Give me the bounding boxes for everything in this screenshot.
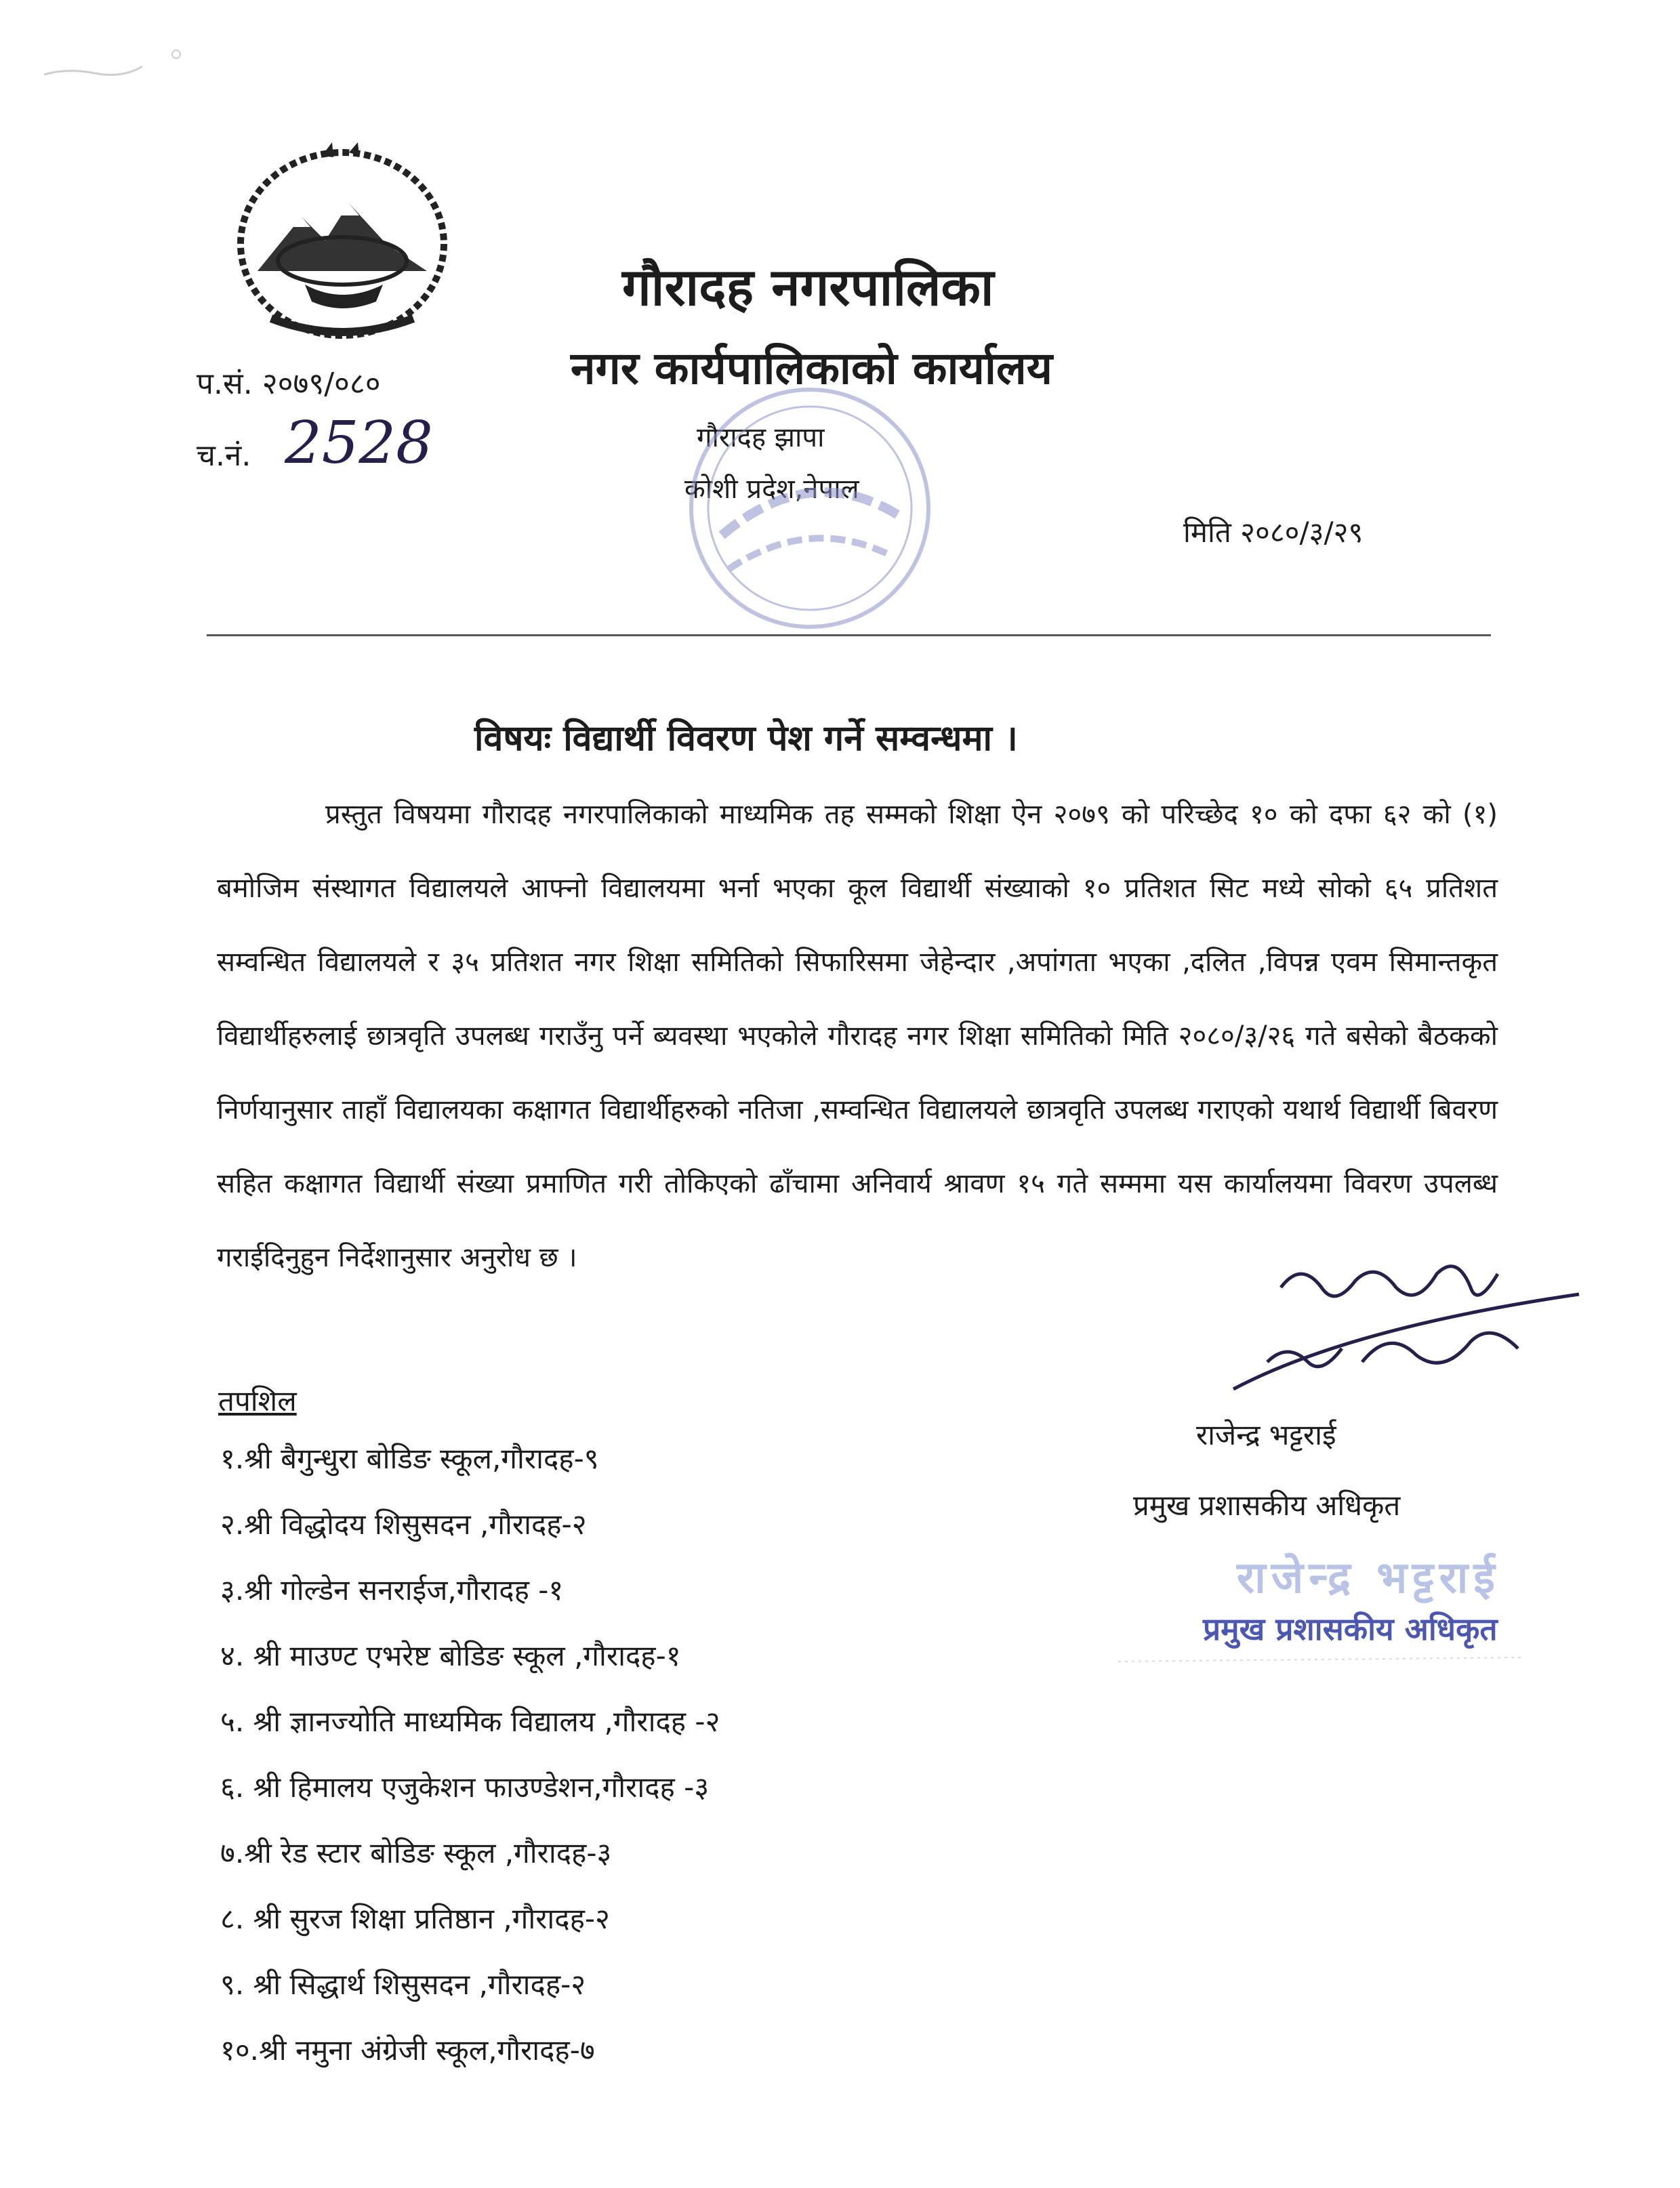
nepal-government-emblem-icon (230, 142, 454, 352)
handwritten-signature-icon (1213, 1247, 1593, 1423)
schedule-item: ४. श्री माउण्ट एभरेष्ट बोडिङ स्कूल ,गौरादह-१ (220, 1639, 681, 1672)
letter-date: मिति २०८०/३/२९ (1183, 516, 1364, 549)
office-subtitle: नगर कार्यपालिकाको कार्यालय (571, 342, 1052, 394)
seal-stamp-name: राजेन्द्र भट्टराई (1237, 1553, 1500, 1603)
dispatch-number-handwritten: 2528 (285, 409, 433, 477)
letter-subject: विषयः विद्यार्थी विवरण पेश गर्ने सम्वन्धमा । (474, 718, 1018, 759)
schedule-list (220, 1435, 720, 2092)
signatory-name: राजेन्द्र भट्टराई (1196, 1418, 1336, 1451)
schedule-item: ५. श्री ज्ञानज्योति माध्यमिक विद्यालय ,गौरादह -२ (220, 1705, 720, 1738)
schedule-item: १०.श्री नमुना अंग्रेजी स्कूल,गौरादह-७ (220, 2034, 595, 2067)
fiscal-year-reference: प.सं. २०७९/०८० (197, 367, 381, 401)
schedule-item: ६. श्री हिमालय एजुकेशन फाउण्डेशन,गौरादह -३ (220, 1771, 710, 1804)
schedule-item: ३.श्री गोल्डेन सनराईज,गौरादह -१ (220, 1573, 564, 1607)
schedule-item: ८. श्री सुरज शिक्षा प्रतिष्ठान ,गौरादह-२ (220, 1902, 610, 1935)
dispatch-number-label: च.नं. (197, 438, 251, 473)
office-stamp-icon (668, 379, 952, 637)
stamp-smudge (1118, 1653, 1525, 1667)
schedule-heading: तपशिल (218, 1384, 297, 1418)
office-name: गौरादह नगरपालिका (622, 257, 994, 317)
signatory-title: प्रमुख प्रशासकीय अधिकृत (1133, 1489, 1401, 1522)
header-divider (207, 634, 1491, 636)
schedule-item: २.श्री विद्धोदय शिसुसदन ,गौरादह-२ (220, 1508, 587, 1541)
scan-mark (41, 41, 197, 88)
office-address-line1: गौरादह झापा (697, 422, 825, 453)
schedule-item: ७.श्री रेड स्टार बोडिङ स्कूल ,गौरादह-३ (220, 1836, 612, 1870)
schedule-item: १.श्री बैगुन्धुरा बोडिङ स्कूल,गौरादह-९ (220, 1442, 599, 1475)
letter-body: प्रस्तुत विषयमा गौरादह नगरपालिकाको माध्यमिक तह सम्मको शिक्षा ऐन २०७९ को परिच्छेद १० को दफा ६२ को (१) बमोजिम संस्थागत विद्यालयले आफ्नो विद्यालयमा भर्ना भएका कूल विद्यार्थी संख्याको १० प्रतिशत सिट मध्ये सोको ६५ प्रतिशत सम्वन्धित विद्यालयले र ३५ प्रतिशत नगर शिक्षा समितिको सिफारिसमा जेहेन्दार ,अपांगता भएका ,दलित ,विपन्न एवम सिमान्तकृत विद्यार्थीहरुलाई छात्रवृति उपलब्ध गराउँनु पर्ने ब्यवस्था भएकोले गौरादह नगर शिक्षा समितिको मिति २०८०/३/२६ गते बसेको बैठकको निर्णयानुसार ताहाँ विद्यालयका कक्षागत विद्यार्थीहरुको नतिजा ,सम्वन्धित विद्यालयले छात्रवृति उपलब्ध गराएको यथार्थ विद्यार्थी बिवरण सहित कक्षागत विद्यार्थी संख्या प्रमाणित गरी तोकिएको ढाँचामा अनिवार्य श्रावण १५ गते सम्ममा यस कार्यालयमा विवरण उपलब्ध गराईदिनुहुन निर्देशानुसार अनुरोध छ । (217, 799, 1498, 1273)
schedule-item: ९. श्री सिद्धार्थ शिसुसदन ,गौरादह-२ (220, 1968, 586, 2001)
office-address-line2: कोशी प्रदेश,नेपाल (684, 474, 859, 505)
seal-stamp-title: प्रमुख प्रशासकीय अधिकृत (1203, 1611, 1498, 1647)
